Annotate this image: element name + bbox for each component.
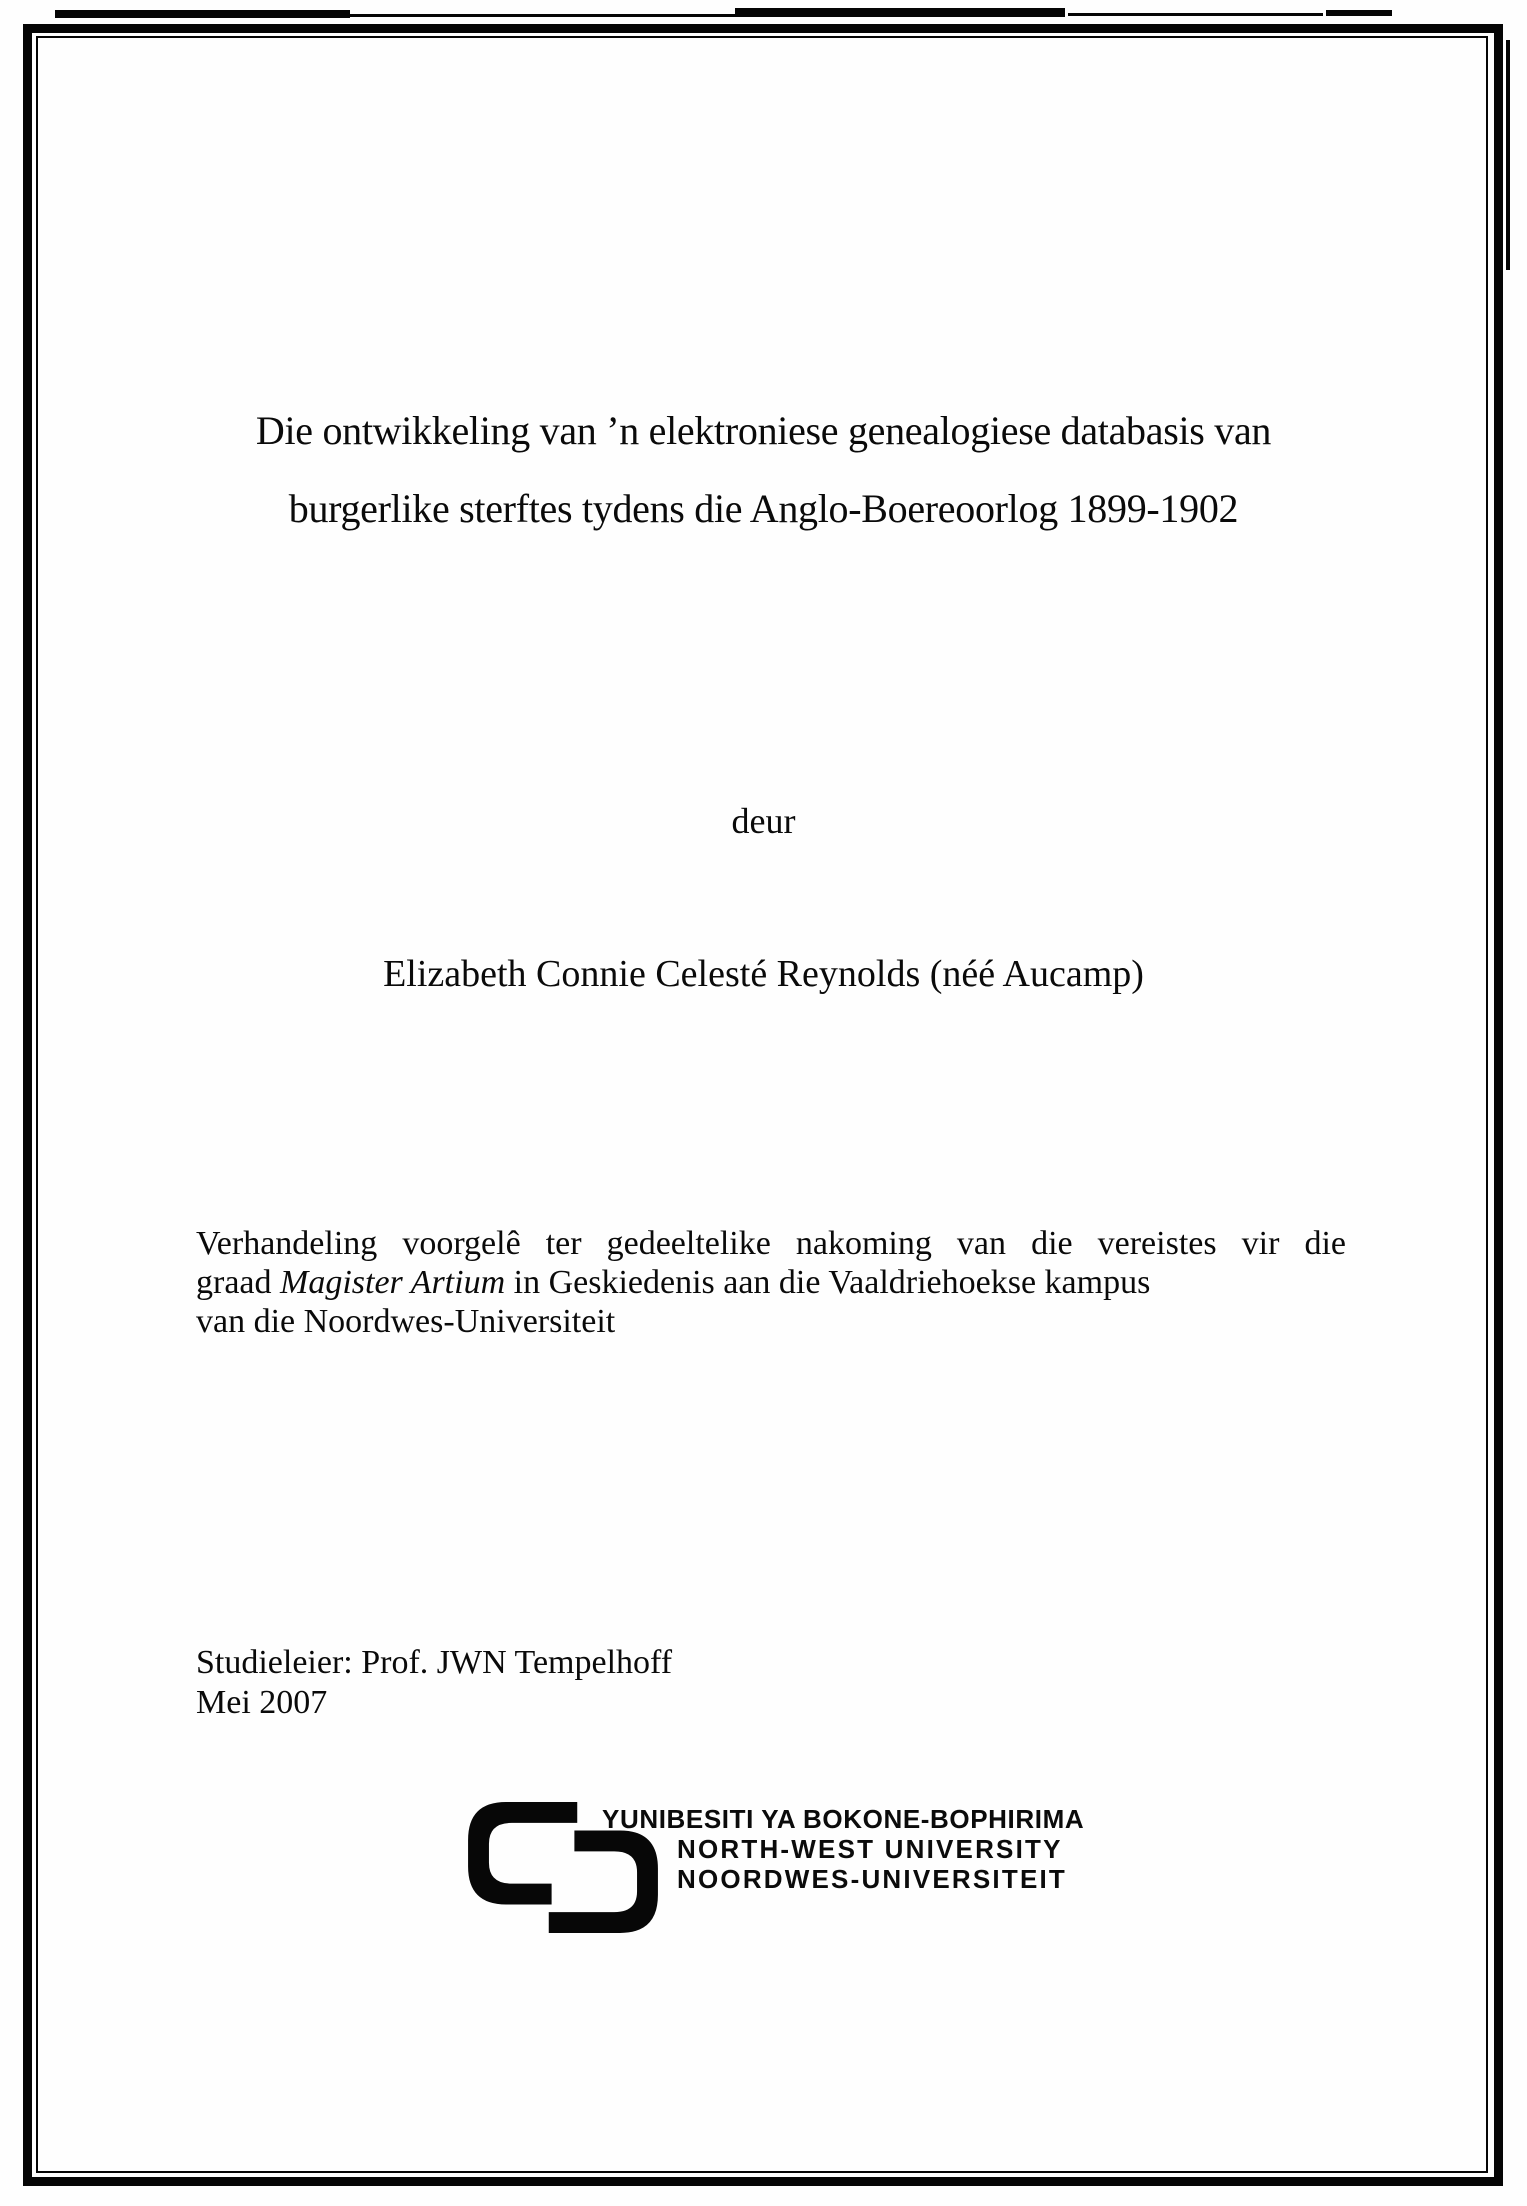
logo-line-english: NORTH-WEST UNIVERSITY bbox=[677, 1834, 1063, 1864]
degree-statement-line-3: van die Noordwes-Universiteit bbox=[196, 1303, 616, 1340]
thesis-title bbox=[100, 392, 1427, 548]
scan-artifact bbox=[350, 14, 735, 17]
degree-name-italic: Magister Artium bbox=[280, 1264, 506, 1301]
degree-statement bbox=[196, 1224, 1346, 1341]
thesis-title-line-2: burgerlike sterftes tydens die Anglo-Boereoorlog 1899-1902 bbox=[288, 486, 1239, 531]
supervisor-block bbox=[196, 1643, 672, 1723]
scan-artifact bbox=[1506, 40, 1510, 270]
university-logo bbox=[468, 1798, 1128, 1963]
author-name: Elizabeth Connie Celesté Reynolds (néé Aucamp) bbox=[383, 953, 1144, 995]
supervisor-line: Studieleier: Prof. JWN Tempelhoff bbox=[196, 1644, 673, 1681]
degree-statement-line-2-pre: graad bbox=[196, 1264, 281, 1301]
logo-line-afrikaans: NOORDWES-UNIVERSITEIT bbox=[677, 1864, 1067, 1894]
degree-statement-line-2 bbox=[196, 1263, 1346, 1302]
university-logo-text bbox=[602, 1804, 1084, 1894]
degree-statement-line-2-post: in Geskiedenis aan die Vaaldriehoekse kampus bbox=[505, 1264, 1151, 1301]
thesis-title-line-1: Die ontwikkeling van ’n elektroniese genealogiese databasis van bbox=[255, 408, 1272, 453]
date-line: Mei 2007 bbox=[196, 1684, 328, 1721]
degree-statement-line-1: Verhandeling voorgelê ter gedeeltelike nakoming van die vereistes vir die bbox=[196, 1225, 1346, 1262]
byline-deur: deur bbox=[731, 801, 796, 841]
scan-artifact bbox=[1068, 13, 1323, 16]
scan-artifact bbox=[1326, 10, 1392, 16]
scan-artifact bbox=[735, 8, 1065, 17]
scan-artifact bbox=[55, 10, 350, 18]
logo-line-setswana: YUNIBESITI YA BOKONE-BOPHIRIMA bbox=[602, 1804, 1085, 1834]
